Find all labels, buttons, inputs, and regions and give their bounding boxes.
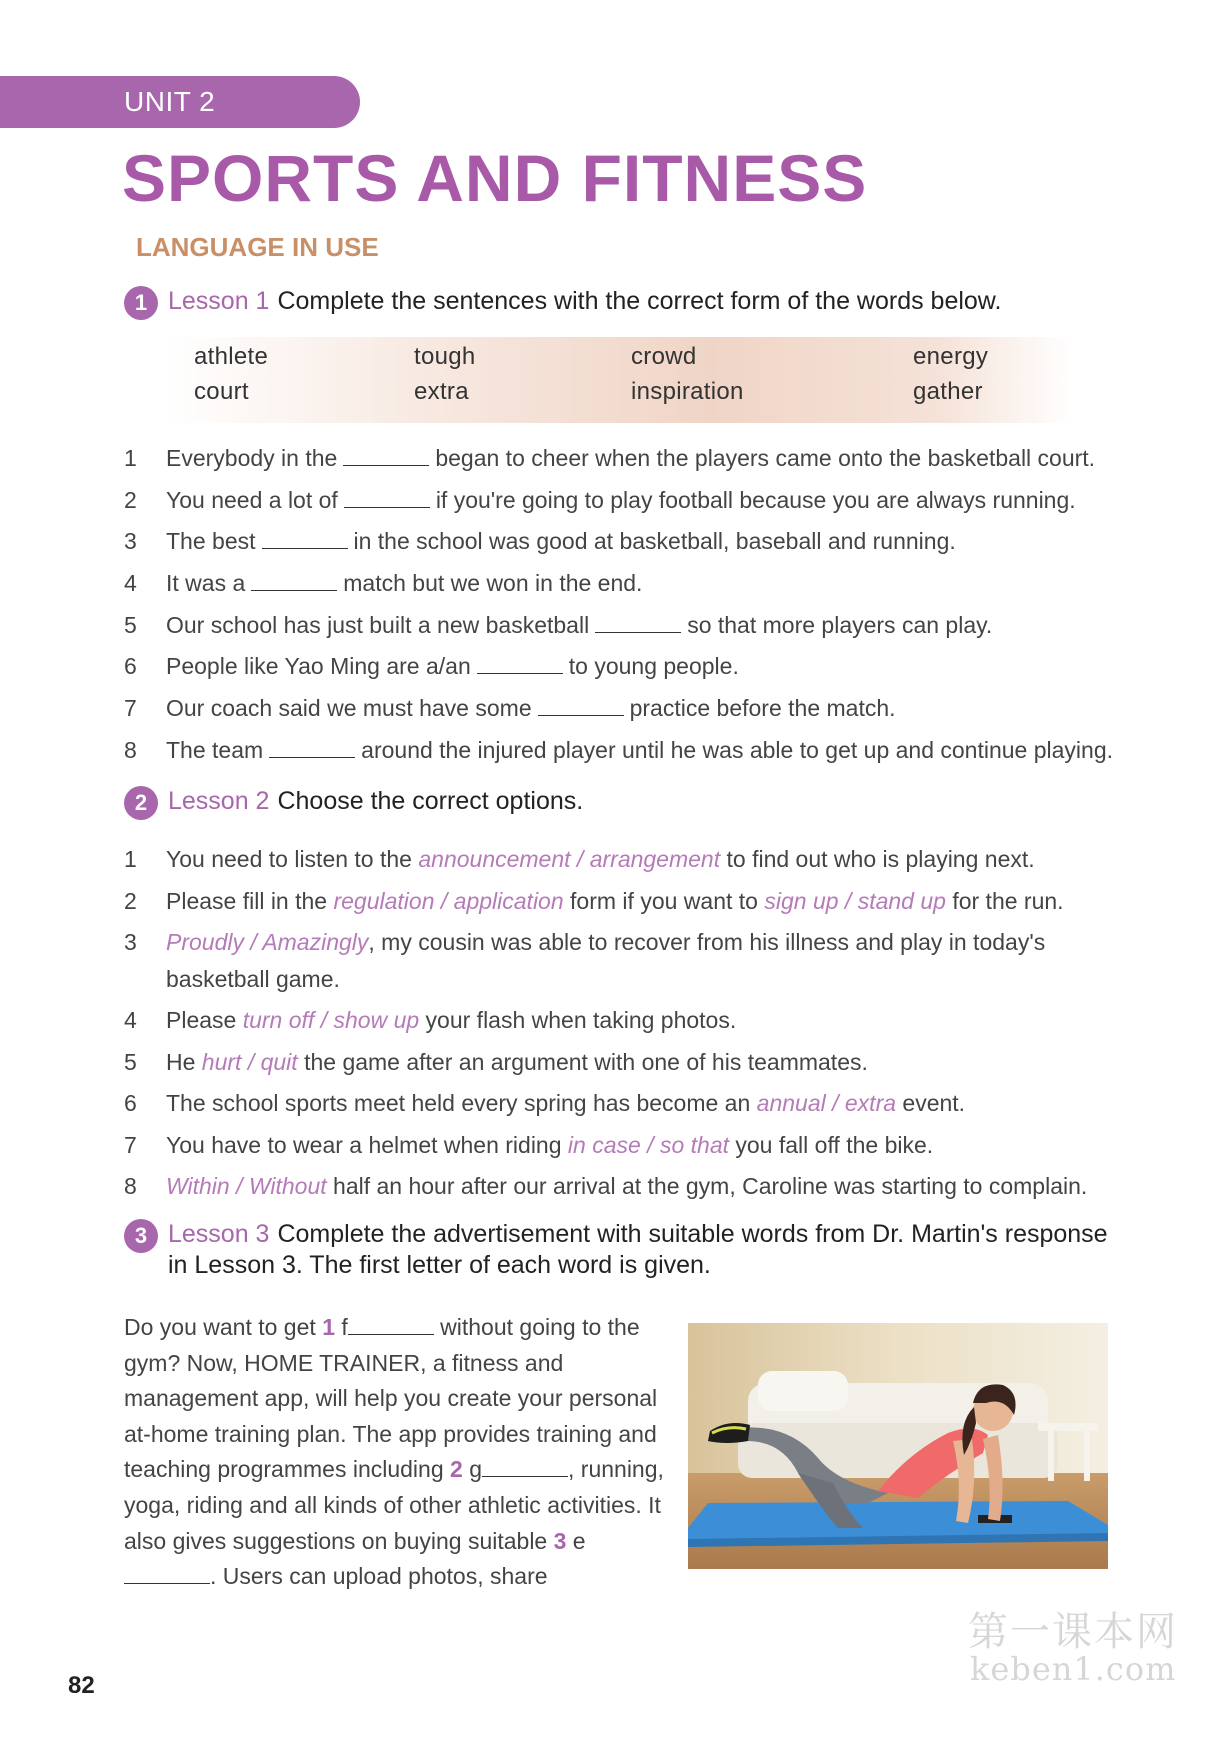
question-text: The best in the school was good at basketball, baseball and running. xyxy=(166,528,956,555)
question-item xyxy=(124,1168,1124,1205)
question-text: Within / Without half an hour after our arrival at the gym, Caroline was starting to complain. xyxy=(166,1173,1088,1199)
gap-number: 2 xyxy=(450,1456,463,1483)
page-title: SPORTS AND FITNESS xyxy=(122,141,868,215)
word-item: crowd xyxy=(631,343,697,370)
question-number: 8 xyxy=(124,736,137,763)
exercise-number-badge: 3 xyxy=(124,1219,158,1253)
question-item xyxy=(124,528,1124,570)
question-item xyxy=(124,570,1124,612)
question-text: He hurt / quit the game after an argument with one of his teammates. xyxy=(166,1048,868,1075)
question-item xyxy=(124,1044,1124,1081)
question-text: You need to listen to the announcement / arrangement to find out who is playing next. xyxy=(166,846,1035,872)
question-item xyxy=(124,924,1124,997)
exercise-2-heading xyxy=(124,786,1124,820)
gap-number: 1 xyxy=(322,1314,335,1340)
word-box xyxy=(164,337,1074,423)
answer-blank[interactable] xyxy=(348,1316,434,1335)
option-choice[interactable]: turn off / show up xyxy=(242,1007,420,1033)
question-text: The team around the injured player until he was able to get up and continue playing. xyxy=(166,736,1114,763)
advertisement-text: Do you want to get 1 f without going to the gym? Now, HOME TRAINER, a fitness and management app, will help you create your personal at-home training plan. The app provides training and teaching programmes including 2 g , running, yoga, riding and all kinds of other athletic activities. It also gives suggestions on buying suitable 3 e. Users can upload photos, share xyxy=(124,1314,664,1590)
question-item xyxy=(124,841,1124,878)
question-text: People like Yao Ming are a/an to young people. xyxy=(166,653,739,680)
exercise-number-badge: 1 xyxy=(124,286,158,320)
question-text: The school sports meet held every spring has become an annual / extra event. xyxy=(166,1090,966,1116)
exercise-2-list xyxy=(124,841,1124,1210)
option-choice[interactable]: Within / Without xyxy=(166,1173,327,1199)
question-number: 6 xyxy=(124,653,137,680)
answer-blank[interactable] xyxy=(269,739,355,758)
question-item xyxy=(124,1127,1124,1164)
question-text: You have to wear a helmet when riding in case / so that you fall off the bike. xyxy=(166,1131,934,1158)
word-item: energy xyxy=(913,343,989,370)
section-label: LANGUAGE IN USE xyxy=(136,232,379,262)
option-choice[interactable]: in case / so that xyxy=(567,1131,729,1158)
question-item xyxy=(124,487,1124,529)
question-text: Please fill in the regulation / application form if you want to sign up / stand up for the run. xyxy=(166,887,1064,914)
question-item xyxy=(124,737,1124,779)
watermark-url: keben1.com xyxy=(970,1650,1177,1688)
word-item: extra xyxy=(414,378,469,405)
lesson-label: Lesson 3 xyxy=(168,1220,270,1248)
question-number: 6 xyxy=(124,1090,137,1116)
answer-blank[interactable] xyxy=(262,530,348,549)
question-text: Our school has just built a new basketball so that more players can play. xyxy=(166,611,993,638)
answer-blank[interactable] xyxy=(251,572,337,591)
question-number: 4 xyxy=(124,1007,137,1033)
exercise-instruction: Choose the correct options. xyxy=(277,787,584,815)
question-item xyxy=(124,1085,1124,1122)
page-number: 82 xyxy=(68,1672,95,1699)
option-choice[interactable]: annual / extra xyxy=(756,1090,897,1116)
question-item xyxy=(124,883,1124,920)
question-item xyxy=(124,612,1124,654)
answer-blank[interactable] xyxy=(482,1458,568,1477)
word-item: tough xyxy=(414,343,476,370)
exercise-3-heading xyxy=(124,1219,1124,1281)
exercise-1-heading xyxy=(124,286,1124,320)
question-number: 8 xyxy=(124,1173,137,1199)
question-number: 5 xyxy=(124,1048,137,1075)
question-text: Our coach said we must have some practice before the match. xyxy=(166,695,896,722)
unit-label: UNIT 2 xyxy=(124,86,216,117)
word-item: gather xyxy=(913,378,983,405)
answer-blank[interactable] xyxy=(538,697,624,716)
exercise-instruction: Complete the sentences with the correct form of the words below. xyxy=(277,287,1002,315)
option-choice[interactable]: regulation / application xyxy=(333,887,564,914)
option-choice[interactable]: hurt / quit xyxy=(201,1048,298,1075)
question-item xyxy=(124,695,1124,737)
question-number: 7 xyxy=(124,1131,137,1158)
question-number: 3 xyxy=(124,929,137,955)
question-text: Everybody in the began to cheer when the players came onto the basketball court. xyxy=(166,445,1096,471)
answer-blank[interactable] xyxy=(595,614,681,633)
question-number: 7 xyxy=(124,695,137,722)
exercise-instruction: Complete the advertisement with suitable words from Dr. Martin's response in Lesson 3. The first letter of each word is given. xyxy=(168,1220,1108,1279)
question-text: Proudly / Amazingly, my cousin was able to recover from his illness and play in today's basketball game. xyxy=(166,929,1046,992)
word-item: inspiration xyxy=(631,378,744,405)
question-text: Please turn off / show up your flash when taking photos. xyxy=(166,1007,737,1033)
exercise-number-badge: 2 xyxy=(124,786,158,820)
gap-number: 3 xyxy=(553,1527,567,1554)
option-choice[interactable]: Proudly / Amazingly xyxy=(166,929,369,955)
question-item xyxy=(124,445,1124,487)
option-choice[interactable]: sign up / stand up xyxy=(764,887,946,914)
lesson-label: Lesson 1 xyxy=(168,287,270,315)
question-text: It was a match but we won in the end. xyxy=(166,570,643,597)
word-item: athlete xyxy=(194,343,269,370)
question-item xyxy=(124,1002,1124,1039)
exercise-photo xyxy=(688,1323,1108,1569)
question-number: 1 xyxy=(124,846,137,872)
lesson-label: Lesson 2 xyxy=(168,787,270,815)
question-number: 2 xyxy=(124,887,137,914)
question-number: 1 xyxy=(124,445,137,471)
question-number: 4 xyxy=(124,570,137,597)
answer-blank[interactable] xyxy=(344,489,430,508)
option-choice[interactable]: announcement / arrangement xyxy=(418,846,721,872)
watermark-chinese: 第一课本网 xyxy=(968,1609,1178,1655)
answer-blank[interactable] xyxy=(477,655,563,674)
word-item: court xyxy=(194,378,249,405)
question-number: 3 xyxy=(124,528,137,555)
question-text: You need a lot of if you're going to play football because you are always running. xyxy=(166,486,1076,513)
answer-blank[interactable] xyxy=(343,447,429,466)
question-item xyxy=(124,653,1124,695)
question-number: 2 xyxy=(124,486,137,513)
answer-blank[interactable] xyxy=(124,1565,210,1584)
question-number: 5 xyxy=(124,611,137,638)
exercise-1-list xyxy=(124,445,1124,779)
